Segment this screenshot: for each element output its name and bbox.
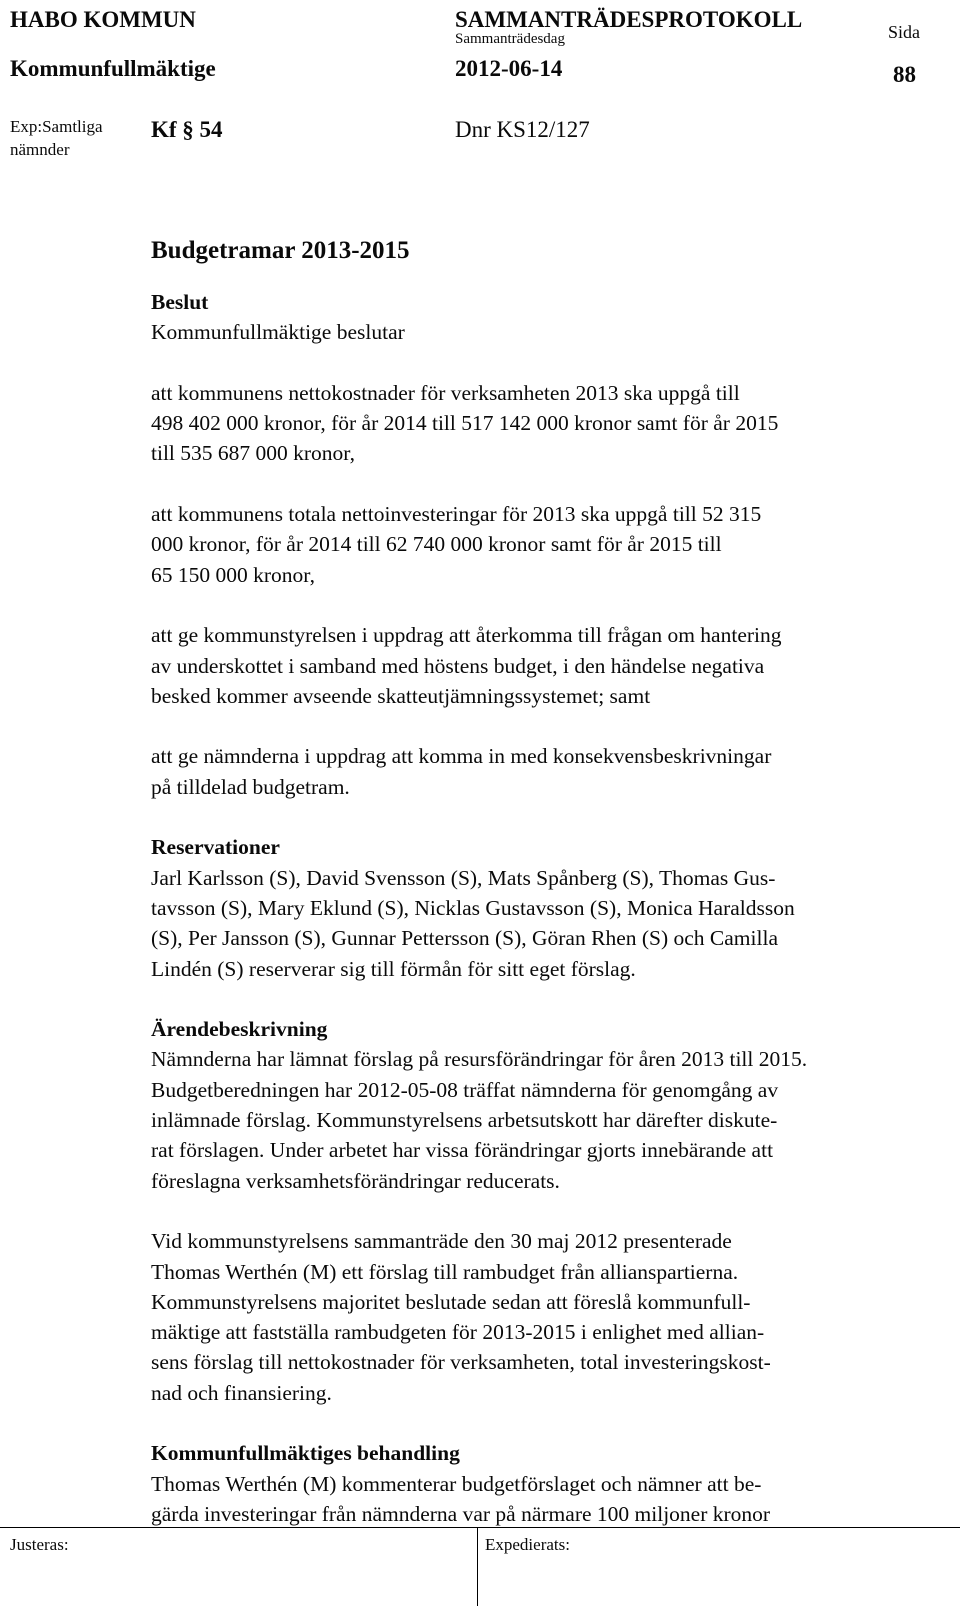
case-description-line: nad och finansiering. xyxy=(151,1380,332,1405)
case-description-line: Vid kommunstyrelsens sammanträde den 30 maj 2012 presenterade xyxy=(151,1229,732,1254)
council-proceedings-line: gärda investeringar från nämnderna var på närmare 100 miljoner kronor xyxy=(151,1501,771,1526)
decision-2-line: 000 kronor, för år 2014 till 62 740 000 kronor samt för år 2015 till xyxy=(151,532,722,557)
council-proceedings-heading: Kommunfullmäktiges behandling xyxy=(151,1441,460,1466)
decision-1-line: till 535 687 000 kronor, xyxy=(151,441,355,466)
meeting-date-label: Sammanträdesdag xyxy=(455,31,565,47)
decision-intro: Kommunfullmäktige beslutar xyxy=(151,320,405,345)
decision-4-line: på tilldelad budgetram. xyxy=(151,774,350,799)
case-registration-number: Dnr KS12/127 xyxy=(455,117,590,142)
reservations-line: tavsson (S), Mary Eklund (S), Nicklas Gustavsson (S), Monica Haraldsson xyxy=(151,895,795,920)
distribution-line-2: nämnder xyxy=(10,140,70,159)
protocol-body xyxy=(151,236,951,1529)
decision-1-line: 498 402 000 kronor, för år 2014 till 517 142 000 kronor samt för år 2015 xyxy=(151,411,779,436)
decision-3-line: att ge kommunstyrelsen i uppdrag att återkomma till frågan om hantering xyxy=(151,623,782,648)
decision-3-line: av underskottet i samband med höstens budget, i den händelse negativa xyxy=(151,653,765,678)
case-description-line: Budgetberedningen har 2012-05-08 träffat nämnderna för genomgång av xyxy=(151,1077,779,1102)
organization-name: HABO KOMMUN xyxy=(10,7,196,32)
case-description-line: föreslagna verksamhetsförändringar reducerats. xyxy=(151,1168,560,1193)
decision-2-line: 65 150 000 kronor, xyxy=(151,562,315,587)
case-description-line: sens förslag till nettokostnader för verksamheten, total investeringskost- xyxy=(151,1350,771,1375)
decision-3-line: besked kommer avseende skatteutjämningssystemet; samt xyxy=(151,683,651,708)
case-description-line: mäktige att fastställa rambudgeten för 2013-2015 i enlighet med allian- xyxy=(151,1320,765,1345)
decision-1-line: att kommunens nettokostnader för verksamheten 2013 ska uppgå till xyxy=(151,380,740,405)
footer-divider-vertical xyxy=(477,1527,478,1606)
case-paragraph-number: Kf § 54 xyxy=(151,117,223,142)
footer-divider-horizontal xyxy=(0,1527,960,1528)
reservations-line: (S), Per Jansson (S), Gunnar Pettersson (S), Göran Rhen (S) och Camilla xyxy=(151,926,778,951)
expedierats-label: Expedierats: xyxy=(485,1535,570,1554)
case-description-line: Thomas Werthén (M) ett förslag till rambudget från allianspartierna. xyxy=(151,1259,739,1284)
reservations-line: Lindén (S) reserverar sig till förmån för sitt eget förslag. xyxy=(151,956,636,981)
decision-2-line: att kommunens totala nettoinvesteringar för 2013 ska uppgå till 52 315 xyxy=(151,502,762,527)
case-description-line: Kommunstyrelsens majoritet beslutade sedan att föreslå kommunfull- xyxy=(151,1289,751,1314)
governing-body: Kommunfullmäktige xyxy=(10,56,216,81)
reservations-heading: Reservationer xyxy=(151,835,280,860)
case-description-line: rat förslagen. Under arbetet har vissa förändringar gjorts innebärande att xyxy=(151,1138,774,1163)
reservations-line: Jarl Karlsson (S), David Svensson (S), Mats Spånberg (S), Thomas Gus- xyxy=(151,865,776,890)
decision-4-line: att ge nämnderna i uppdrag att komma in med konsekvensbeskrivningar xyxy=(151,744,772,769)
case-description-line: Nämnderna har lämnat förslag på resursförändringar för åren 2013 till 2015. xyxy=(151,1047,808,1072)
justeras-label: Justeras: xyxy=(10,1535,69,1554)
decision-heading: Beslut xyxy=(151,290,209,314)
distribution-line-1: Exp:Samtliga xyxy=(10,117,103,136)
document-type: SAMMANTRÄDESPROTOKOLL xyxy=(455,7,803,32)
case-description-heading: Ärendebeskrivning xyxy=(151,1017,328,1042)
council-proceedings-line: Thomas Werthén (M) kommenterar budgetförslaget och nämner att be- xyxy=(151,1471,762,1496)
page-number: 88 xyxy=(893,62,916,87)
case-description-line: inlämnade förslag. Kommunstyrelsens arbetsutskott har därefter diskute- xyxy=(151,1108,778,1133)
meeting-date: 2012-06-14 xyxy=(455,56,563,81)
page-label: Sida xyxy=(888,22,921,42)
document-title: Budgetramar 2013-2015 xyxy=(151,237,410,264)
